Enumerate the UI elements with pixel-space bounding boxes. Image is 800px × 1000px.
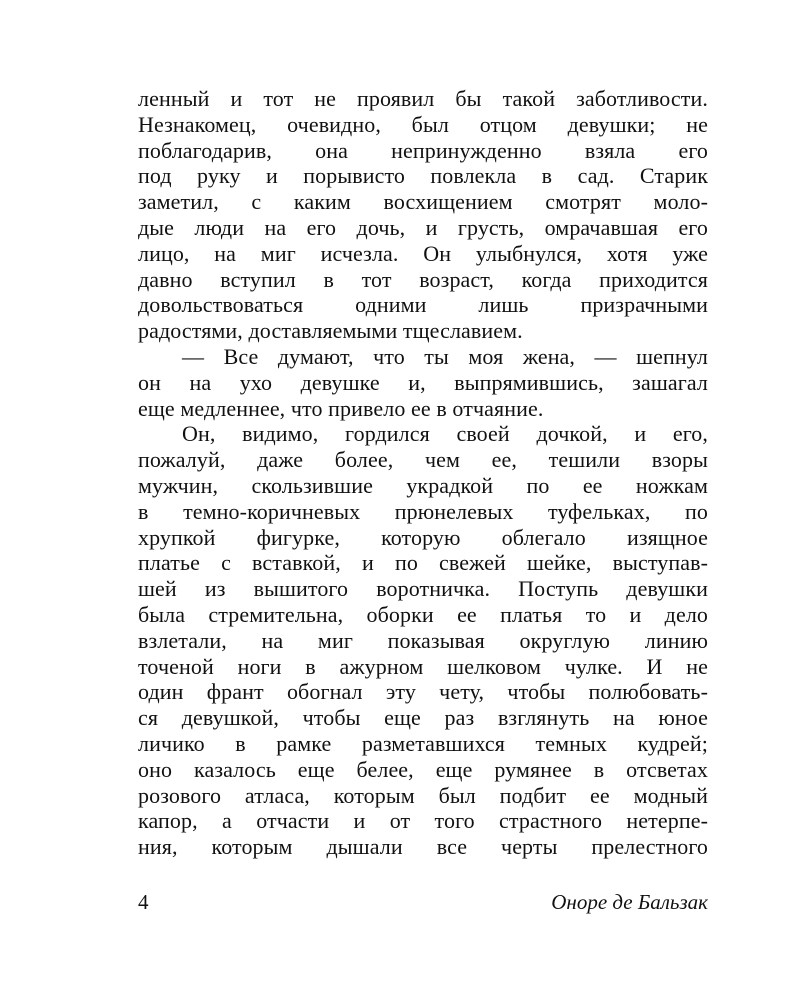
text-line: платье с вставкой, и по свежей шейке, выступав- [138, 550, 708, 576]
text-line: он на ухо девушке и, выпрямившись, зашагал [138, 369, 708, 395]
page-footer [138, 890, 708, 916]
text-line: еще медленнее, что привело ее в отчаяние. [138, 395, 544, 421]
text-line: дые люди на его дочь, и грусть, омрачавшая его [138, 214, 708, 240]
text-line: личико в рамке разметавшихся темных кудрей; [138, 730, 708, 756]
page-number: 4 [138, 890, 149, 914]
text-line: ния, которым дышали все черты прелестного [138, 834, 708, 860]
text-line: лицо, на миг исчезла. Он улыбнулся, хотя уже [138, 240, 708, 266]
paragraph-2 [138, 344, 708, 421]
paragraph-3 [138, 421, 708, 860]
text-line: поблагодарив, она непринужденно взяла его [138, 137, 708, 163]
body-text [138, 86, 708, 860]
text-line: точеной ноги в ажурном шелковом чулке. И не [138, 653, 708, 679]
text-line: радостями, доставляемыми тщеславием. [138, 318, 523, 344]
text-line: была стремительна, оборки ее платья то и дело [138, 601, 708, 627]
text-line: Незнакомец, очевидно, был отцом девушки; не [138, 111, 708, 137]
text-line: розового атласа, которым был подбит ее модный [138, 782, 708, 808]
text-line: заметил, с каким восхищением смотрят моло- [138, 189, 708, 215]
text-line: Он, видимо, гордился своей дочкой, и его, [182, 421, 708, 447]
running-title: Оноре де Бальзак [551, 890, 708, 914]
text-line: оно казалось еще белее, еще румянее в отсветах [138, 756, 708, 782]
text-line: один франт обогнал эту чету, чтобы полюбовать- [138, 679, 708, 705]
text-line: довольствоваться одними лишь призрачными [138, 292, 708, 318]
text-line: шей из вышитого воротничка. Поступь девушки [138, 576, 708, 602]
text-line: капор, а отчасти и от того страстного нетерпе- [138, 808, 708, 834]
text-line: давно вступил в тот возраст, когда приходится [138, 266, 708, 292]
text-line: пожалуй, даже более, чем ее, тешили взоры [138, 447, 708, 473]
text-line: в темно-коричневых прюнелевых туфельках, по [138, 498, 708, 524]
text-line: взлетали, на миг показывая округлую линию [138, 627, 708, 653]
text-line: — Все думают, что ты моя жена, — шепнул [182, 343, 708, 369]
text-line: ленный и тот не проявил бы такой заботливости. [138, 86, 708, 111]
paragraph-1 [138, 86, 708, 344]
text-line: хрупкой фигурке, которую облегало изящное [138, 524, 708, 550]
text-line: под руку и порывисто повлекла в сад. Старик [138, 163, 708, 189]
text-line: ся девушкой, чтобы еще раз взглянуть на юное [138, 705, 708, 731]
text-line: мужчин, скользившие украдкой по ее ножкам [138, 472, 708, 498]
